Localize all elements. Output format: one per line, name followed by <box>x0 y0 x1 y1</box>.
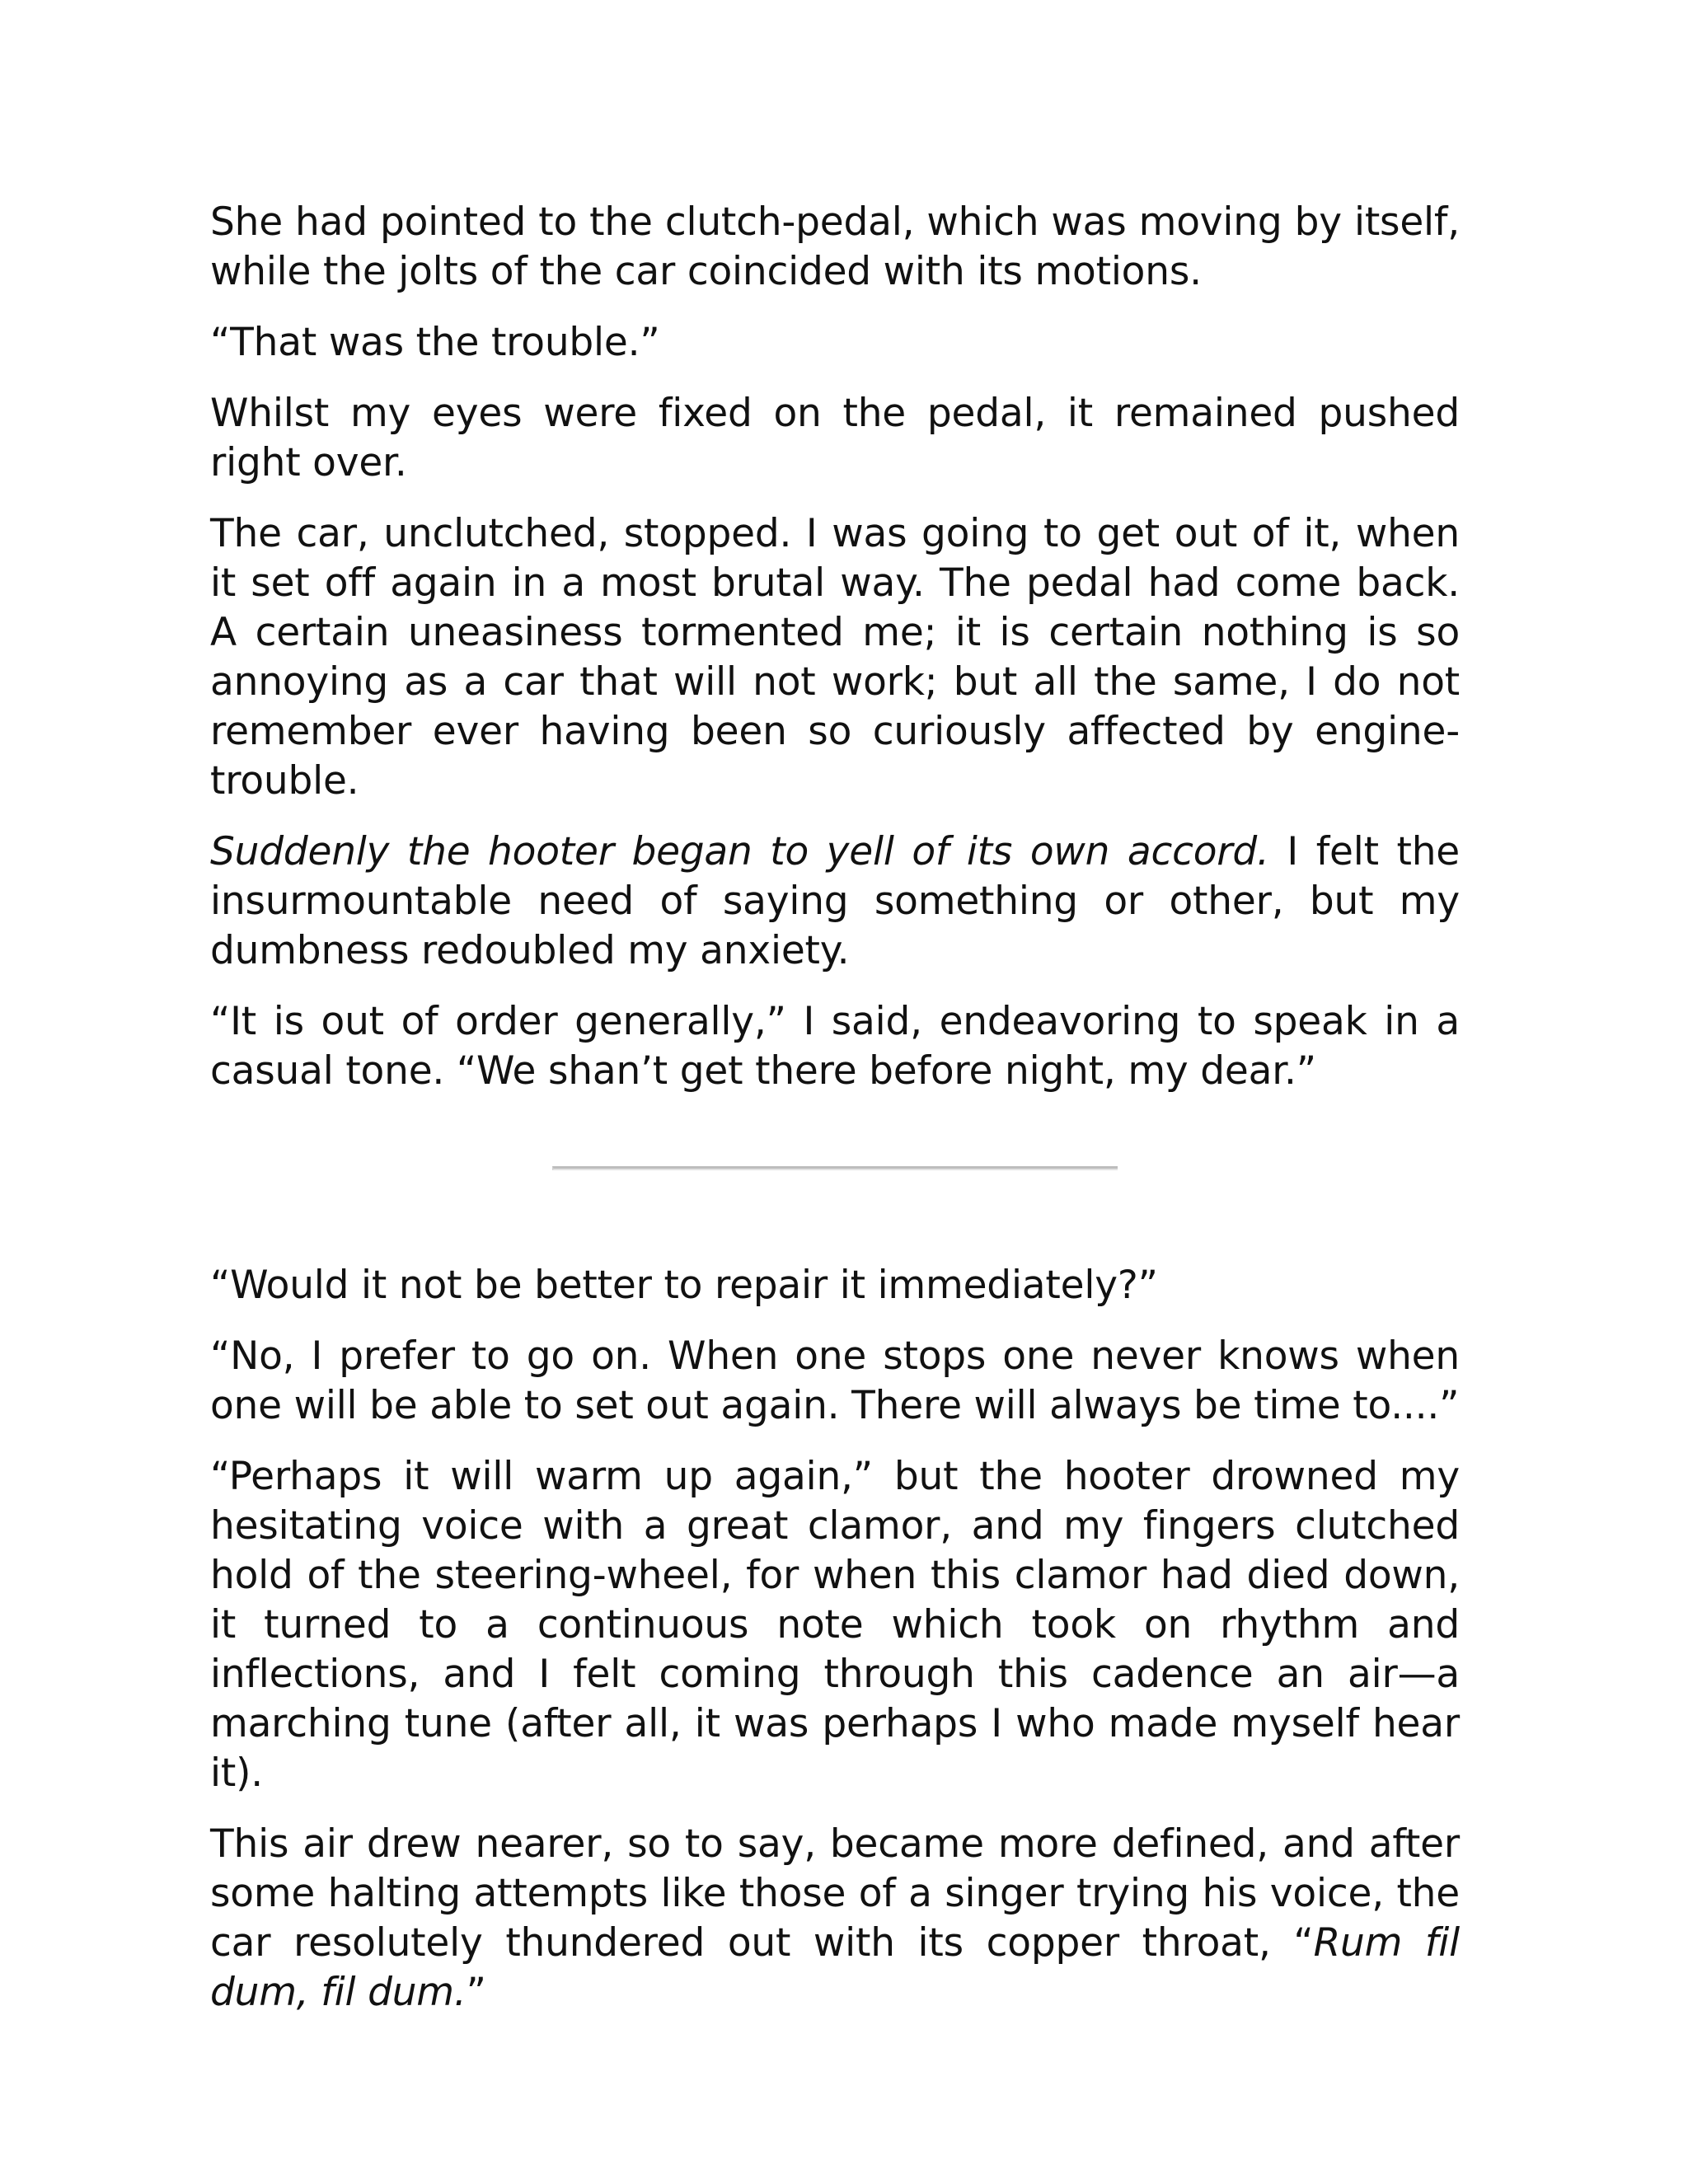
paragraph: “That was the trouble.” <box>210 320 660 365</box>
paragraph: She had pointed to the clutch-pedal, which was moving by itself, while the jolts of the car coincided with its motions. <box>210 199 1460 294</box>
document-page <box>210 198 1460 2039</box>
paragraph-text: This air drew nearer, so to say, became more defined, and after some halting attempts like those of a singer trying his voice, the car resolutely thundered out with its copper throat, “ <box>210 1821 1460 1966</box>
section-divider <box>552 1166 1118 1170</box>
paragraph: “It is out of order generally,” I said, endeavoring to speak in a casual tone. “We shan’t get there before night, my dear.” <box>210 999 1460 1094</box>
paragraph <box>210 1820 1460 2018</box>
paragraph: The car, unclutched, stopped. I was going to get out of it, when it set off again in a most brutal way. The pedal had come back. A certain uneasiness tormented me; it is certain nothing is so annoying as a car that will not work; but all the same, I do not remember ever having been so curiously affected by engine-trouble. <box>210 511 1460 804</box>
italic-text: Suddenly the hooter began to yell of its own accord. <box>210 829 1269 874</box>
paragraph: “Would it not be better to repair it immediately?” <box>210 1263 1158 1308</box>
closing-quote: ” <box>466 1970 486 2015</box>
paragraph-text: I felt the insurmountable need of saying something or other, but my dumbness redoubled my anxiety. <box>210 829 1460 973</box>
paragraph: “Perhaps it will warm up again,” but the hooter drowned my hesitating voice with a great clamor, and my fingers clutched hold of the steering-wheel, for when this clamor had died down, it turned to a continuous note which took on rhythm and inflections, and I felt coming through this cadence an air—a marching tune (after all, it was perhaps I who made myself hear it). <box>210 1454 1460 1796</box>
paragraph <box>210 827 1460 976</box>
paragraph: Whilst my eyes were fixed on the pedal, it remained pushed right over. <box>210 391 1460 485</box>
italic-text: Rum fil dum, fil dum. <box>210 1920 1460 2015</box>
paragraph: “No, I prefer to go on. When one stops one never knows when one will be able to set out again. There will always be time to....” <box>210 1333 1460 1428</box>
